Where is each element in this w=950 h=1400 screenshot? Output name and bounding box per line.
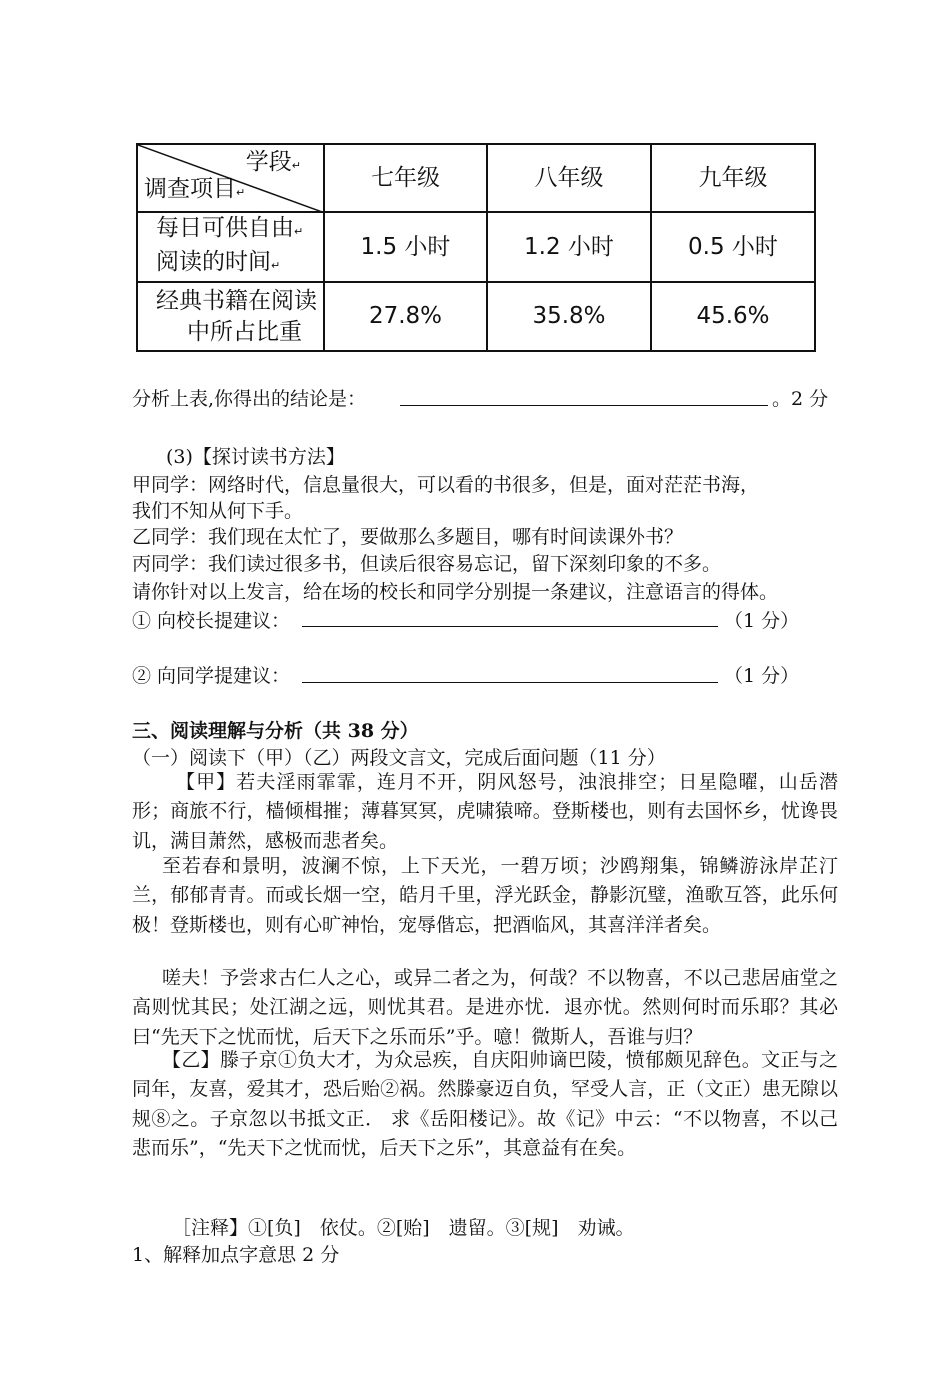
conclusion-score: 。2 分 [772, 388, 829, 410]
passage-jia-paragraph-2: 至若春和景明，波澜不惊，上下天光，一碧万顷；沙鸥翔集，锦鳞游泳岸芷汀兰，郁郁青青。而或长烟一空，皓月千里，浮光跃金，静影沉璧，渔歌互答，此乐何极！登斯楼也，则有心旷神怡，宠辱偕忘，把酒临风，其喜洋洋者矣。 [132, 855, 838, 936]
q3-prompt: 请你针对以上发言，给在场的校长和同学分别提一条建议，注意语言的得体。 [132, 581, 779, 603]
corner-bottom-label: 调查项目 [144, 176, 236, 202]
suggestion-classmates-score: （1 分） [724, 665, 800, 687]
row-header-line: 经典书籍在阅读 [156, 287, 317, 314]
table-row [137, 282, 815, 351]
row-header-line: 每日可供自由 [156, 215, 294, 241]
row-header [137, 282, 324, 351]
row-header-line: 中所占比重 [187, 318, 302, 345]
survey-table [136, 143, 816, 352]
student-bing: 丙同学：我们读过很多书，但读后很容易忘记，留下深刻印象的不多。 [132, 553, 722, 575]
table-cell: 1.5 小时 [324, 212, 487, 282]
passage-jia-paragraph-3: 嗟夫！予尝求古仁人之心，或异二者之为，何哉？不以物喜，不以己悲居庙堂之高则忧其民；处江湖之远，则忧其君。是进亦忧．退亦忧。然则何时而乐耶？其必曰“先天下之忧而忧，后天下之乐而乐”乎。噫！微斯人，吾谁与归？ [132, 967, 838, 1048]
conclusion-answer-line[interactable] [400, 383, 768, 406]
column-header: 九年级 [651, 144, 815, 212]
table-cell: 27.8% [324, 282, 487, 351]
suggestion-principal-score: （1 分） [724, 610, 800, 632]
question-1: 1、解释加点字意思 2 分 [132, 1244, 340, 1266]
corner-top-label: 学段 [245, 149, 292, 175]
table-cell: 0.5 小时 [651, 212, 815, 282]
row-header: 每日可供自由↵ 阅读的时间↵ [137, 212, 324, 282]
column-header: 八年级 [487, 144, 651, 212]
conclusion-prompt: 分析上表,你得出的结论是： [132, 388, 367, 410]
row-header-line: 阅读的时间 [156, 249, 271, 275]
student-jia-line1: 甲同学：网络时代，信息量很大，可以看的书很多，但是，面对茫茫书海， [132, 474, 760, 496]
suggestion-classmates-line[interactable] [302, 660, 718, 683]
column-header: 七年级 [324, 144, 487, 212]
student-jia-line2: 我们不知从何下手。 [132, 500, 304, 522]
suggestion-principal-line[interactable] [302, 604, 718, 627]
passage-jia-paragraph-1: 【甲】若夫淫雨霏霏，连月不开，阴风怒号，浊浪排空；日星隐曜，山岳潜形；商旅不行，樯倾楫摧；薄暮冥冥，虎啸猿啼。登斯楼也，则有去国怀乡，忧谗畏讥，满目萧然，感极而悲者矣。 [132, 771, 838, 852]
table-header-row [137, 144, 815, 212]
suggestion-classmates-label: ② 向同学提建议： [132, 665, 291, 687]
q3-heading: (3)【探讨读书方法】 [166, 446, 345, 468]
table-cell: 1.2 小时 [487, 212, 651, 282]
table-cell: 45.6% [651, 282, 815, 351]
suggestion-principal-label: ① 向校长提建议： [132, 610, 291, 632]
table-corner-cell: 学段↵ 调查项目↵ [137, 144, 324, 212]
reading-instruction: （一）阅读下（甲）（乙）两段文言文，完成后面问题（11 分） [132, 747, 666, 769]
passage-yi-paragraph: 【乙】滕子京①负大才，为众忌疾，自庆阳帅谪巴陵，愤郁颇见辞色。文正与之同年，友喜，爱其才，恐后贻②祸。然滕豪迈自负，罕受人言，正（文正）患无隙以规⑧之。子京忽以书抵文正． 求《岳阳楼记》。故《记》中云：“不以物喜，不以己悲而乐”，“先天下之忧而忧，后天下之乐”，其意益有在矣。 [132, 1049, 838, 1159]
table-cell: 35.8% [487, 282, 651, 351]
student-yi: 乙同学：我们现在太忙了，要做那么多题目，哪有时间读课外书？ [132, 526, 684, 548]
table-row [137, 212, 815, 282]
annotation-notes: ［注释】①[负] 依仗。②[贻] 遗留。③[规] 劝诫。 [172, 1217, 635, 1239]
section-title: 三、阅读理解与分析（共 38 分） [132, 720, 419, 742]
